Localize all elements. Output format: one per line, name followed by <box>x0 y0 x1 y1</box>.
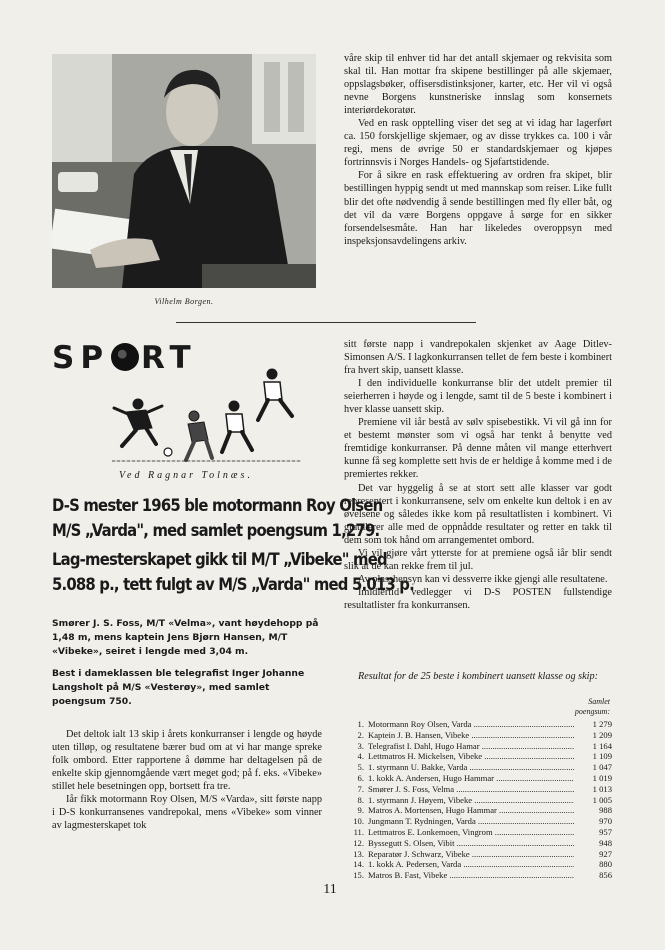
result-row <box>344 859 612 870</box>
result-score: 970 <box>599 816 612 827</box>
result-rank: 13. <box>353 848 364 859</box>
paragraph: Det deltok ialt 13 skip i årets konkurranser i lengde og høyde uten tilløp, og resultatene bærer bud om at vi har mange spreke folk ombord. Etter rapportene å dømme har deltagelsen på de enkelte skip gjennomgående vært meget god; på f. eks. «Vibeke» stillet hele besetningen opp, bortsett fra tre. <box>52 729 322 793</box>
sport-column-left <box>52 728 322 832</box>
lead-paragraph: Best i dameklassen ble telegrafist Inger Johanne Langsholt på M/S «Vesterøy», med samlet poengsum 750. <box>52 668 305 707</box>
result-rank: 14. <box>353 859 364 870</box>
result-rank: 12. <box>353 837 364 848</box>
result-name: Reparatør J. Schwarz, Vibeke ..... <box>368 849 574 860</box>
result-name: Kaptein J. B. Hansen, Vibeke ..... <box>368 730 574 741</box>
result-row <box>344 762 612 773</box>
result-row <box>344 838 612 849</box>
intro-column-top-right <box>344 52 612 248</box>
sport-lead <box>52 617 322 717</box>
results-header-line: poengsum: <box>574 707 610 716</box>
sport-headline <box>52 494 414 597</box>
result-score: 856 <box>599 870 612 881</box>
page-number: 11 <box>323 882 337 897</box>
results-header-line: Samlet <box>588 697 610 706</box>
result-name: Telegrafist I. Dahl, Hugo Hamar ..... <box>368 741 574 752</box>
result-rank: 5. <box>357 762 364 773</box>
results-title: Resultat for de 25 beste i kombinert uansett klasse og skip: <box>358 671 598 682</box>
result-name: Lettmatros H. Mickelsen, Vibeke ..... <box>368 751 574 762</box>
result-row <box>344 870 612 881</box>
result-name: 1. kokk A. Andersen, Hugo Hammar ..... <box>368 773 574 784</box>
result-name: Matros A. Mortensen, Hugo Hammar ..... <box>368 805 574 816</box>
result-score: 1 109 <box>592 751 612 762</box>
result-rank: 1. <box>357 719 364 729</box>
result-name: Jungmann T. Rydningen, Varda ..... <box>368 816 574 827</box>
result-rank: 2. <box>357 729 364 740</box>
result-name: Motormann Roy Olsen, Varda ..... <box>368 719 574 730</box>
result-name: Lettmatros E. Lonkemoen, Vingrom ..... <box>368 827 574 838</box>
result-score: 988 <box>599 805 612 816</box>
result-rank: 6. <box>357 772 364 783</box>
paragraph: I den individuelle konkurranse blir det utdelt premier til seierherren i høyde og i lengde, samt til de 5 beste i kombinert i hver klasse uansett skip. <box>344 378 612 416</box>
result-row <box>344 795 612 806</box>
sport-column-right <box>344 338 612 612</box>
section-divider <box>176 322 476 323</box>
result-rank: 4. <box>357 751 364 762</box>
paragraph: sitt første napp i vandrepokalen skjenket av Aage Ditlev-Simonsen A/S. I lagkonkurransen tellet de fem beste i kombinert fra hvert skip, uansett klasse. <box>344 339 612 377</box>
headline-line: M/S „Varda", med samlet poengsum 1,279. <box>52 520 380 540</box>
paragraph: Premiene vil iår bestå av sølv spisebestikk. Vi vil gå inn for et bestemt mønster som vi også har tenkt å benytte ved fremtidige konkurranser. På denne måten vil mange etterhvert kunne få seg komplette sett hvis de er heldige å komme med i de premiertes rekker. <box>344 417 612 481</box>
result-row <box>344 827 612 838</box>
result-score: 1 209 <box>592 729 612 740</box>
result-name: Byssegutt S. Olsen, Vibit ..... <box>368 838 574 849</box>
result-name: Smører J. S. Foss, Velma ..... <box>368 784 574 795</box>
results-column-header <box>530 697 610 717</box>
result-row <box>344 719 612 730</box>
result-row <box>344 784 612 795</box>
result-rank: 9. <box>357 805 364 816</box>
result-score: 880 <box>599 859 612 870</box>
result-name: 1. kokk A. Pedersen, Varda ..... <box>368 859 574 870</box>
result-name: 1. styrmann J. Høyem, Vibeke ..... <box>368 795 574 806</box>
result-score: 1 279 <box>592 719 612 729</box>
result-rank: 11. <box>353 826 364 837</box>
results-list <box>344 719 612 881</box>
paragraph: Ved en rask opptelling viser det seg at vi idag har lagerført ca. 150 forskjellige skjemaer, og av disse trykkes ca. 100 i vår regi, mens de øvrige 50 er standardskjemaer og kjøpes fortrinnsvis i Norges Handels- og Sjøfartstidende. <box>344 118 612 169</box>
result-score: 1 164 <box>592 740 612 751</box>
headline-line: 5.088 p., tett fulgt av M/S „Varda" med 5.013 p. <box>52 574 414 594</box>
result-rank: 15. <box>353 870 364 881</box>
result-row <box>344 816 612 827</box>
lead-paragraph: Smører J. S. Foss, M/T «Velma», vant høydehopp på 1,48 m, mens kaptein Jens Bjørn Hansen, M/T «Vibeke», seiret i lengde med 3,04 m. <box>52 618 319 657</box>
result-rank: 8. <box>357 794 364 805</box>
result-name: 1. styrmann U. Bakke, Varda ..... <box>368 762 574 773</box>
result-rank: 10. <box>353 816 364 827</box>
football-players-illustration <box>112 366 302 462</box>
result-score: 927 <box>599 848 612 859</box>
result-score: 957 <box>599 826 612 837</box>
headline-line: D-S mester 1965 ble motormann Roy Olsen <box>52 496 383 515</box>
paragraph: For å sikre en rask effektuering av ordren fra skipet, blir bestillingen hyppig sendt ut med mannskap som reiser. Like fullt blir det ofte nødvendig å sende bestillingen med fly eller båt, og det vil da være Borgens oppgave å sørge for en sikker forsendelsesmåte. Han har likeledes overoppsyn med inspeksjonsavdelingens arkiv. <box>344 170 612 247</box>
paragraph: Imidlertid vedlegger vi D-S POSTEN fullstendige resultatlister fra konkurransen. <box>344 586 612 611</box>
headline-line: Lag-mesterskapet gikk til M/T „Vibeke" med <box>52 550 387 569</box>
result-rank: 7. <box>357 783 364 794</box>
sport-heading-left: SP <box>52 340 110 376</box>
result-row <box>344 730 612 741</box>
result-score: 1 005 <box>592 794 612 805</box>
result-row <box>344 805 612 816</box>
portrait-photo <box>52 54 316 288</box>
paragraph: Det var hyggelig å se at stort sett alle klasser var godt representert i konkurransene, selv om enkelte kun deltok i en av øvelsene og således ikke kom på resultatlisten i kombinert. Vi gratulerer alle med de oppnådde resultater og retter en takk til dem som tok hånd om arrangementet ombord. <box>344 482 612 546</box>
result-row <box>344 741 612 752</box>
result-score: 1 019 <box>592 772 612 783</box>
result-row <box>344 849 612 860</box>
paragraph: Av plasshensyn kan vi dessverre ikke gjengi alle resultatene. <box>358 573 608 585</box>
result-score: 948 <box>599 837 612 848</box>
paragraph: Iår fikk motormann Roy Olsen, M/S «Varda», sitt første napp i D-S konkurransenes vandrepokal, mens «Vibeke» som vinner av lagmesterskapet tok <box>52 794 322 832</box>
result-row <box>344 751 612 762</box>
result-row <box>344 773 612 784</box>
result-score: 1 047 <box>592 762 612 773</box>
portrait-illustration <box>52 54 316 288</box>
photo-caption: Vilhelm Borgen. <box>154 297 214 306</box>
result-name: Matros B. Fast, Vibeke ..... <box>368 870 574 881</box>
byline: Ved Ragnar Tolnæs. <box>119 470 253 481</box>
paragraph: Vi vil gjøre vårt ytterste for at premiene også iår blir sendt slik at de kan rekke frem til jul. <box>344 547 612 572</box>
result-rank: 3. <box>357 740 364 751</box>
result-score: 1 013 <box>592 783 612 794</box>
paragraph: våre skip til enhver tid har det antall skjemaer og rekvisita som skal til. Han mottar fra skipene bestillinger på alle skjemaer, oppslagsbøker, offisersdistinksjoner, karter, etc. Her vil vi også nevne Borgens kunstneriske innslag som konsernets interiørdekoratør. <box>344 53 612 117</box>
sport-heading-right: RT <box>141 340 197 376</box>
